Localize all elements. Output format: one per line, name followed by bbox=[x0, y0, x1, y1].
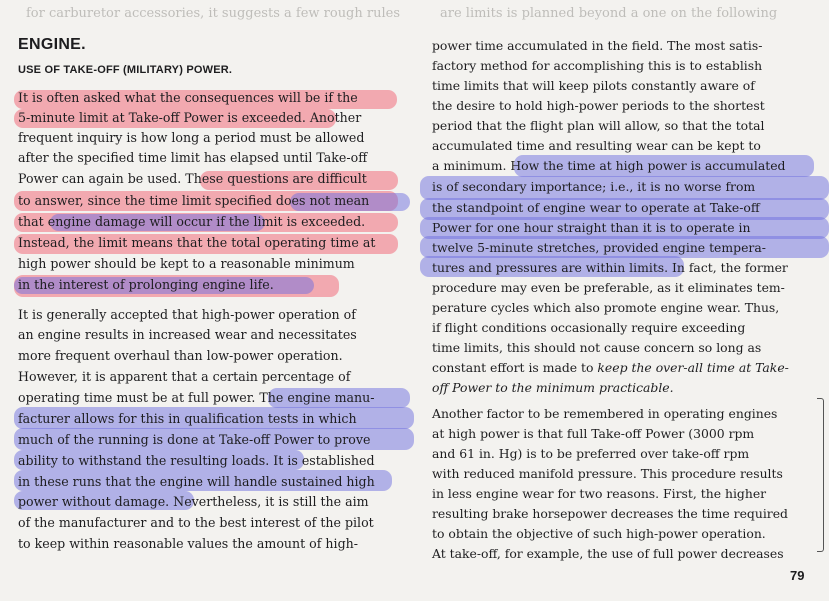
subsection-title: USE OF TAKE-OFF (MILITARY) POWER. bbox=[18, 64, 233, 76]
text-line: time limits that will keep pilots constantly aware of bbox=[432, 78, 755, 93]
text-line: an engine results in increased wear and necessitates bbox=[18, 327, 357, 342]
bleed-through-text-left: for carburetor accessories, it suggests a few rough rules bbox=[26, 6, 400, 21]
text-line: accumulated time and resulting wear can be kept to bbox=[432, 138, 761, 153]
text-line: time limits, this should not cause concern so long as bbox=[432, 340, 762, 355]
text-line: ability to withstand the resulting loads. It is established bbox=[18, 453, 375, 468]
text-line-italic bbox=[432, 378, 674, 397]
text-line: operating time must be at full power. The engine manu- bbox=[18, 390, 375, 405]
text-line: power without damage. Nevertheless, it is still the aim bbox=[18, 494, 369, 509]
text-line: of the manufacturer and to the best interest of the pilot bbox=[18, 515, 374, 530]
text-line: at high power is that full Take-off Power (3000 rpm bbox=[432, 426, 755, 441]
text-line: Power can again be used. These questions are difficult bbox=[18, 171, 367, 186]
text-line: to answer, since the time limit specified does not mean bbox=[18, 193, 370, 208]
page-number: 79 bbox=[790, 568, 805, 583]
text-line: in the interest of prolonging engine life. bbox=[18, 277, 274, 292]
text-line: the standpoint of engine wear to operate at Take-off bbox=[432, 200, 760, 215]
text-line: frequent inquiry is how long a period must be allowed bbox=[18, 130, 365, 145]
text-line: in these runs that the engine will handle sustained high bbox=[18, 474, 375, 489]
text-line: It is often asked what the consequences will be if the bbox=[18, 90, 358, 105]
text-line: 5-minute limit at Take-off Power is exceeded. Another bbox=[18, 110, 362, 125]
text-line: Another factor to be remembered in operating engines bbox=[432, 406, 778, 421]
text-line: However, it is apparent that a certain percentage of bbox=[18, 369, 351, 384]
text-line: with reduced manifold pressure. This procedure results bbox=[432, 466, 783, 481]
text-line: that engine damage will occur if the limit is exceeded. bbox=[18, 214, 366, 229]
margin-bracket bbox=[817, 398, 824, 552]
bleed-through-text-right: are limits is planned beyond a one on the following bbox=[440, 6, 778, 21]
italic-text: keep the over-all time at Take- bbox=[597, 360, 789, 375]
text-line: Power for one hour straight than it is to operate in bbox=[432, 220, 751, 235]
text-line: is of secondary importance; i.e., it is no worse from bbox=[432, 179, 756, 194]
text-line: in less engine wear for two reasons. First, the higher bbox=[432, 486, 767, 501]
text-line: factory method for accomplishing this is to establish bbox=[432, 58, 763, 73]
text-line: much of the running is done at Take-off Power to prove bbox=[18, 432, 371, 447]
text-line: tures and pressures are within limits. In fact, the former bbox=[432, 260, 788, 275]
text-line: procedure may even be preferable, as it eliminates tem- bbox=[432, 280, 785, 295]
text-line: period that the flight plan will allow, so that the total bbox=[432, 118, 765, 133]
text-line: Instead, the limit means that the total operating time at bbox=[18, 235, 376, 250]
italic-text: off Power to the minimum practicable. bbox=[432, 380, 674, 395]
text-line: It is generally accepted that high-power operation of bbox=[18, 307, 356, 322]
text-line: facturer allows for this in qualification tests in which bbox=[18, 411, 357, 426]
text-line: after the specified time limit has elapsed until Take-off bbox=[18, 150, 368, 165]
text-line: high power should be kept to a reasonable minimum bbox=[18, 256, 355, 271]
text-line: the desire to hold high-power periods to the shortest bbox=[432, 98, 765, 113]
text-line: power time accumulated in the field. The most satis- bbox=[432, 38, 763, 53]
text-line: to obtain the objective of such high-power operation. bbox=[432, 526, 766, 541]
text-line: twelve 5-minute stretches, provided engine tempera- bbox=[432, 240, 766, 255]
text-line: if flight conditions occasionally require exceeding bbox=[432, 320, 746, 335]
text-line: At take-off, for example, the use of full power decreases bbox=[432, 546, 784, 561]
text-line: and 61 in. Hg) is to be preferred over take-off rpm bbox=[432, 446, 750, 461]
text-fragment: constant effort is made to bbox=[432, 360, 598, 375]
text-line: perature cycles which also promote engine wear. Thus, bbox=[432, 300, 780, 315]
text-line: more frequent overhaul than low-power operation. bbox=[18, 348, 343, 363]
section-title: ENGINE. bbox=[18, 36, 86, 53]
text-line: resulting brake horsepower decreases the time required bbox=[432, 506, 788, 521]
text-line-italic-mix bbox=[432, 358, 789, 377]
text-line: to keep within reasonable values the amount of high- bbox=[18, 536, 359, 551]
text-line: a minimum. How the time at high power is accumulated bbox=[432, 158, 786, 173]
